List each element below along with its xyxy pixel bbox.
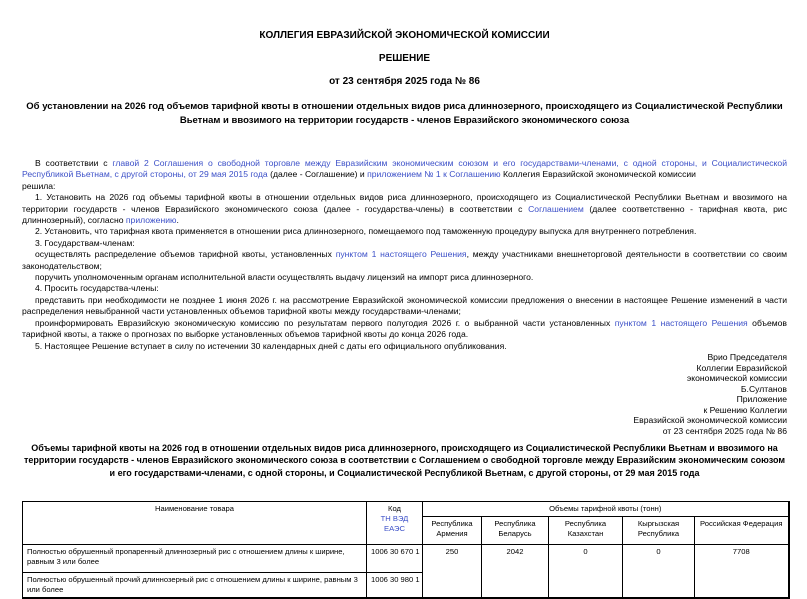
quota-table (22, 501, 790, 599)
quota-value-belarus: 2042 (482, 545, 549, 599)
paragraph (22, 158, 787, 181)
document-link[interactable]: приложению (125, 215, 177, 226)
paragraph-text: 2. Установить, что тарифная квота применяется в отношении риса длиннозерного, помещаемого под таможенную процедуру выпуска для внутреннего потребления. (35, 226, 697, 237)
paragraph-text: проинформировать Евразийскую экономическую комиссию по результатам первого полугодия 2026 г. о выбранной части установленных (35, 317, 615, 328)
paragraph (22, 238, 787, 249)
signature-line: Коллегии Евразийской (696, 362, 787, 373)
quota-value-kazakhstan: 0 (549, 545, 623, 599)
paragraph (22, 192, 787, 226)
paragraph-text: 5. Настоящее Решение вступает в силу по истечении 30 календарных дней с даты его официального опубликования. (35, 340, 507, 351)
col-header-russia: Российская Федерация (695, 517, 789, 545)
code-label: Код (388, 504, 401, 514)
document-link[interactable]: пунктом 1 настоящего Решения (335, 249, 467, 260)
paragraph-text: Коллегия Евразийской экономической комиссии (500, 169, 696, 180)
quota-value-kyrgyzstan: 0 (623, 545, 695, 599)
paragraph-text: осуществлять распределение объемов тарифной квоты, установленных (35, 249, 336, 260)
paragraph-text: решила: (22, 180, 56, 191)
paragraph-text: . (176, 215, 179, 226)
paragraph (22, 249, 787, 272)
appendix-title: Объемы тарифной квоты на 2026 год в отношении отдельных видов риса длиннозерного, происходящего из Социалистической Республики Вьетнам и ввозимого на территории государств - членов Евразийского экономического союза в соответствии с Соглашением о свободной торговле между Евразийским экономическим союзом и его государствами-членами, с одной стороны, и Социалистической Республикой Вьетнам, с другой стороны, от 29 мая 2015 года (23, 442, 786, 478)
decision-heading: РЕШЕНИЕ (378, 53, 431, 64)
paragraph-text: В соответствии с (35, 158, 113, 168)
paragraph-text: 1. Установить на 2026 год объемы тарифной квоты в отношении отдельных видов риса длиннозерного, происходящего из Социалистической Республики Вьетнам и ввозимого на территории государств - членов Евразийского экономического союза (далее - государства-члены) в соответствии с (22, 192, 787, 214)
decision-date-number: от 23 сентября 2025 года № 86 (329, 76, 480, 87)
tn-ved-link[interactable]: ТН ВЭД ЕАЭС (380, 514, 409, 534)
paragraph (22, 341, 787, 352)
paragraph-text: 4. Просить государства-члены: (35, 283, 159, 294)
document-link[interactable]: пунктом 1 настоящего Решения (614, 317, 748, 328)
col-header-quota-group: Объемы тарифной квоты (тонн) (423, 502, 789, 517)
document-header (22, 30, 787, 128)
paragraph-text: , между участниками внешнеторговой деятельности в соответствии со своим законодательством; (22, 249, 787, 271)
paragraph (22, 181, 787, 192)
appendix-reference (22, 394, 787, 436)
appendix-reference-line: Приложение (736, 394, 787, 405)
col-header-product: Наименование товара (23, 502, 367, 545)
col-header-code (367, 502, 423, 545)
paragraph (22, 272, 787, 283)
col-header-armenia: Республика Армения (423, 517, 482, 545)
signature-block (22, 352, 787, 394)
table-row (23, 545, 789, 573)
commission-name: КОЛЛЕГИЯ ЕВРАЗИЙСКОЙ ЭКОНОМИЧЕСКОЙ КОМИССИИ (259, 30, 550, 41)
document-link[interactable]: приложением № 1 к Соглашению (367, 169, 501, 180)
quota-value-russia: 7708 (695, 545, 789, 599)
quota-value-armenia: 250 (423, 545, 482, 599)
tn-ved-code-cell: 1006 30 980 1 (367, 573, 423, 599)
paragraph-text: (далее соответственно - тарифная квота, рис длиннозерный), согласно (22, 203, 787, 226)
document-link[interactable]: главой 2 Соглашения о свободной торговле между Евразийским экономическим союзом и его государствами-членами, с одной стороны, и Социалистической Республикой Вьетнам, с другой стороны, от 29 мая 2015 года (22, 158, 787, 180)
signature-line: Б.Султанов (740, 383, 787, 394)
appendix-reference-line: Евразийской экономической комиссии (633, 415, 787, 426)
paragraph (22, 318, 787, 341)
col-header-kazakhstan: Республика Казахстан (549, 517, 623, 545)
col-header-belarus: Республика Беларусь (482, 517, 549, 545)
appendix-reference-line: к Решению Коллегии (703, 404, 787, 415)
product-name-cell: Полностью обрушенный пропаренный длиннозерный рис с отношением длины к ширине, равным 3 или более (23, 545, 367, 573)
signature-line: Врио Председателя (707, 351, 787, 362)
paragraph-text: представить при необходимости не позднее 1 июня 2026 г. на рассмотрение Евразийской экономической комиссии предложения о внесении в настоящее Решение изменений в части распределения невыбранной части установленных объемов тарифной квоты между государствами-членами; (22, 294, 787, 317)
paragraph-text: объемов тарифной квоты, а также о прогнозах по выборке установленных объемов тарифной квоты до конца 2026 года. (22, 317, 787, 340)
paragraph-text: поручить уполномоченным органам исполнительной власти осуществлять выдачу лицензий на импорт риса длиннозерного. (35, 272, 534, 283)
appendix-reference-line: от 23 сентября 2025 года № 86 (662, 426, 787, 437)
product-name-cell: Полностью обрушенный прочий длиннозерный рис с отношением длины к ширине, равным 3 или более (23, 573, 367, 599)
decision-body (22, 158, 787, 352)
document-link[interactable]: Соглашением (528, 203, 584, 214)
paragraph-text: (далее - Соглашение) и (267, 169, 368, 180)
paragraph (22, 226, 787, 237)
signature-line: экономической комиссии (686, 373, 787, 384)
decision-title: Об установлении на 2026 год объемов тарифной квоты в отношении отдельных видов риса длиннозерного, происходящего из Социалистической Республики Вьетнам и ввозимого на территории государств - членов Евразийского экономического союза (26, 101, 783, 126)
paragraph (22, 295, 787, 318)
col-header-kyrgyzstan: Кыргызская Республика (623, 517, 695, 545)
tn-ved-code-cell: 1006 30 670 1 (367, 545, 423, 573)
paragraph-text: 3. Государствам-членам: (35, 237, 135, 248)
paragraph (22, 283, 787, 294)
